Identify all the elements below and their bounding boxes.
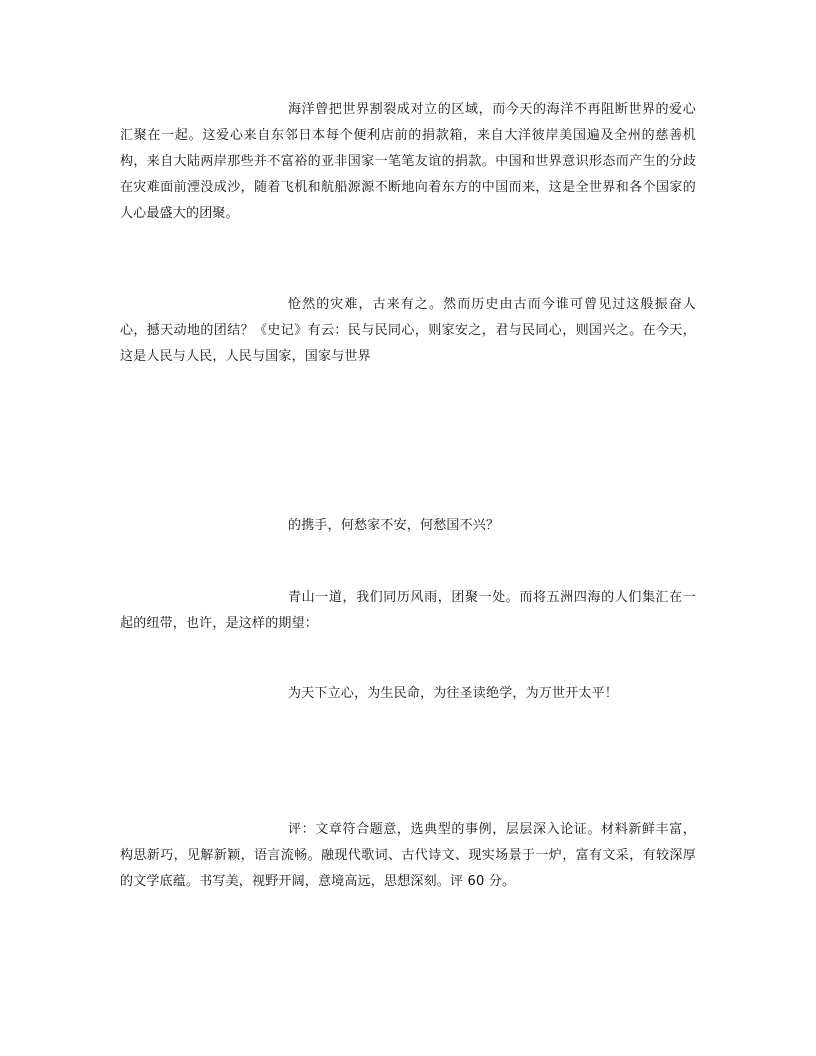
- paragraph-motto: 为天下立心，为生民命，为往圣读绝学，为万世开太平！: [288, 686, 619, 701]
- paragraph-historic-solidarity: 怆然的灾难，古来有之。然而历史由古而今谁可曾见过这般振奋人心，撼天动地的团结？《史记》有云：民与民同心，则家安之，君与民同心，则国兴之。在今天，这是人民与人民，人民与国家，国家与世界: [120, 297, 696, 364]
- paragraph-bond: 青山一道，我们同历风雨，团聚一处。而将五洲四海的人们集汇在一起的纽带，也许，是这样的期望：: [120, 590, 696, 631]
- paragraph-review-comment: 评：文章符合题意，选典型的事例，层层深入论证。材料新鲜丰富，构思新巧，见解新颖，语言流畅。融现代歌词、古代诗文、现实场景于一炉，富有文采，有较深厚的文学底蕴。书写美，视野开阔，意境高远，思想深刻。评 60 分。: [120, 822, 696, 889]
- paragraph-continuation: 的携手，何愁家不安，何愁国不兴？: [288, 518, 500, 533]
- paragraph-ocean-unity: 海洋曾把世界割裂成对立的区域，而今天的海洋不再阻断世界的爱心汇聚在一起。这爱心来自东邻日本每个便利店前的捐款箱，来自大洋彼岸美国遍及全州的慈善机构，来自大陆两岸那些并不富裕的亚非国家一笔笔友谊的捐款。中国和世界意识形态而产生的分歧在灾难面前湮没成沙，随着飞机和航船源源不断地向着东方的中国而来，这是全世界和各个国家的人心最盛大的团聚。: [120, 102, 696, 221]
